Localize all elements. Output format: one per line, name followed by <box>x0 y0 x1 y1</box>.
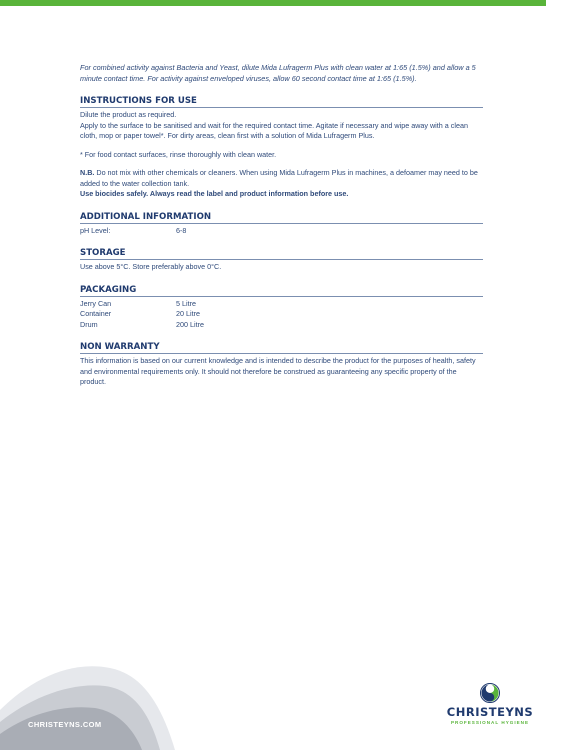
instructions-section <box>80 96 483 200</box>
footer-wave-graphic <box>0 650 200 750</box>
nb-paragraph <box>80 168 483 189</box>
christeyns-logo <box>440 683 540 725</box>
christeyns-logo-icon <box>480 683 500 703</box>
info-row <box>80 226 483 237</box>
storage-text: Use above 5°C. Store preferably above 0°C. <box>80 262 222 271</box>
packaging-row <box>80 299 483 310</box>
packaging-type: Container <box>80 309 112 318</box>
warranty-heading: NON WARRANTY <box>80 342 483 354</box>
packaging-heading: PACKAGING <box>80 285 483 297</box>
info-value: 6-8 <box>176 225 187 235</box>
packaging-size: 20 Litre <box>176 309 200 318</box>
packaging-type: Jerry Can <box>80 298 112 308</box>
nb-label: N.B. <box>80 168 95 177</box>
instructions-footnote: * For food contact surfaces, rinse thoroughly with clean water. <box>80 149 277 159</box>
packaging-size: 5 Litre <box>176 298 196 308</box>
brand-tagline: PROFESSIONAL HYGIENE <box>450 720 530 725</box>
instructions-text-2: Apply to the surface to be sanitised and wait for the required contact time. Agitate if necessary and wipe away with a clean cloth, mop or paper towel*. For dirty areas, clean first with a solution of Mida Lufragerm Plus. <box>80 120 468 140</box>
document-body <box>80 62 483 388</box>
additional-info-section <box>80 212 483 237</box>
nb-text: Do not mix with other chemicals or cleaners. When using Mida Lufragerm Plus in machines, a defoamer may need to be added to the water collection tank. <box>80 168 478 188</box>
warranty-text: This information is based on our current knowledge and is intended to describe the product for the purposes of health, safety and environmental requirements only. It should not therefore be construed as guaranteeing any specific property of the product. <box>80 356 476 386</box>
instructions-heading: INSTRUCTIONS FOR USE <box>80 96 483 108</box>
packaging-row <box>80 320 483 331</box>
packaging-row <box>80 309 483 320</box>
footer-website-url: CHRISTEYNS.COM <box>28 720 102 729</box>
info-key: pH Level: <box>80 225 111 235</box>
biocide-warning: Use biocides safely. Always read the label and product information before use. <box>80 189 349 198</box>
storage-section <box>80 248 483 273</box>
instructions-text-1: Dilute the product as required. <box>80 110 177 119</box>
top-accent-bar <box>0 0 546 6</box>
warranty-section <box>80 342 483 388</box>
packaging-section <box>80 285 483 331</box>
storage-heading: STORAGE <box>80 248 483 260</box>
intro-paragraph: For combined activity against Bacteria and Yeast, dilute Mida Lufragerm Plus with clean water at 1:65 (1.5%) and allow a 5 minute contact time. For activity against enveloped viruses, allow 60 second contact time at 1:65 (1.5%). <box>80 63 476 83</box>
additional-info-heading: ADDITIONAL INFORMATION <box>80 212 483 224</box>
packaging-size: 200 Litre <box>176 319 204 329</box>
brand-name: CHRISTEYNS <box>446 705 534 719</box>
packaging-type: Drum <box>80 319 98 329</box>
